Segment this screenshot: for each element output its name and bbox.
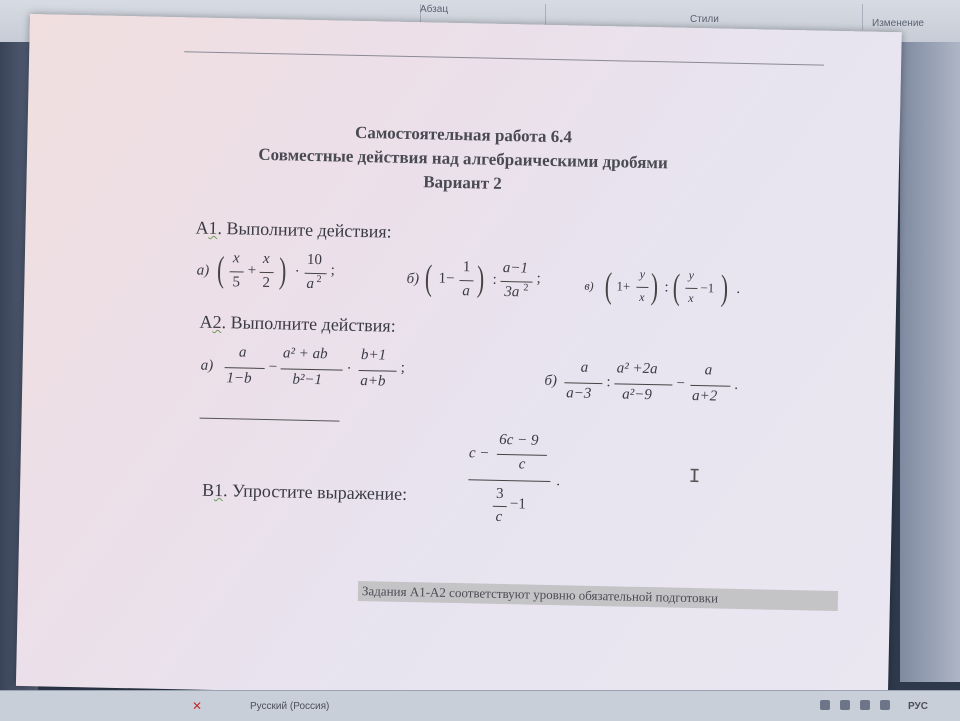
- a2-label-prefix: А: [199, 311, 213, 332]
- a2b-minus: −: [676, 375, 686, 392]
- a1b-one-minus: 1−: [438, 270, 455, 287]
- paren-open: (: [672, 266, 681, 307]
- a2b-colon: :: [606, 374, 611, 391]
- a2a-minus: −: [268, 359, 278, 376]
- a2b-den1: a−3: [566, 385, 592, 402]
- a2a-dot: ·: [346, 360, 352, 377]
- a2b-end: .: [734, 376, 739, 393]
- b1-label-digit: 1: [213, 479, 224, 501]
- a2b-num1: a: [580, 359, 589, 376]
- fraction-bar: [564, 382, 602, 384]
- b1-top-num: 6c − 9: [499, 431, 539, 449]
- a1a-den3-exponent: 2: [316, 274, 322, 286]
- tray-icon[interactable]: [820, 700, 830, 710]
- a2a-num3: b+1: [360, 347, 387, 364]
- main-fraction-bar: [468, 479, 550, 482]
- a1b-den2: 3a: [504, 283, 520, 301]
- a2-label-digit: 2: [212, 311, 222, 333]
- paren-open: (: [216, 248, 225, 290]
- a1b-colon: :: [492, 271, 497, 288]
- section-b1-heading: [202, 480, 408, 505]
- a1c-num2: y: [688, 267, 695, 282]
- b1-label-prefix: В: [201, 479, 215, 500]
- a1b-den2-exponent: 2: [523, 282, 529, 294]
- a1c-num1: y: [639, 266, 646, 281]
- a2b-label: б): [544, 372, 558, 390]
- header-rule: [184, 51, 824, 65]
- fraction-bar: [260, 272, 274, 273]
- fraction-bar: [230, 271, 244, 272]
- fraction-bar: [685, 288, 697, 289]
- a1a-num1: x: [232, 250, 240, 267]
- a1a-label: а): [196, 262, 210, 279]
- a1a-end: ;: [330, 262, 336, 279]
- a1a-den2: 2: [262, 274, 271, 292]
- tray-icon[interactable]: [860, 700, 870, 710]
- status-bar: [0, 690, 960, 721]
- a1a-dot: ·: [294, 263, 300, 280]
- a1-expression-b: [406, 254, 567, 317]
- section-divider: [200, 418, 340, 422]
- a2-expression-a: [200, 340, 441, 405]
- a1-label-text: . Выполните действия:: [217, 217, 392, 242]
- a1c-one-plus: 1+: [616, 278, 631, 294]
- ribbon-group-paragraph[interactable]: Абзац: [420, 4, 449, 15]
- a1b-end: ;: [536, 270, 541, 287]
- b1-bot-den: c: [495, 508, 503, 525]
- a1c-colon: :: [664, 279, 669, 296]
- a1b-den1: a: [462, 283, 470, 300]
- a1-expression-a: [196, 246, 377, 310]
- a2b-den2: a²−9: [621, 386, 652, 404]
- a1b-num1: 1: [462, 259, 471, 276]
- tray-icon[interactable]: [840, 700, 850, 710]
- paren-open: (: [604, 265, 613, 306]
- a2-expression-b: [544, 355, 775, 420]
- b1-complex-fraction: [467, 431, 609, 544]
- paren-close: ): [476, 258, 485, 299]
- fraction-bar: [281, 368, 343, 370]
- doc-title: Самостоятельная работа 6.4: [354, 122, 573, 147]
- fraction-bar: [493, 506, 507, 507]
- b1-bot-minus-one: −1: [509, 496, 526, 513]
- fraction-bar: [225, 367, 265, 369]
- fraction-bar: [690, 385, 730, 387]
- a1-label-prefix: А: [195, 217, 209, 238]
- a2b-den3: a+2: [691, 387, 718, 405]
- a1c-end: .: [736, 280, 741, 297]
- a2a-label: а): [200, 357, 214, 374]
- tray-language-indicator[interactable]: РУС: [908, 701, 928, 712]
- a2a-num2: a² + ab: [282, 345, 328, 363]
- a1b-label: б): [406, 270, 420, 288]
- text-cursor-icon: I: [688, 465, 701, 490]
- a2a-num1: a: [238, 344, 247, 361]
- status-language[interactable]: Русский (Россия): [250, 701, 330, 712]
- doc-variant: Вариант 2: [423, 172, 502, 193]
- a2b-num3: a: [704, 362, 713, 379]
- a1-expression-c: [584, 262, 775, 326]
- b1-bot-num: 3: [495, 485, 504, 503]
- section-a2-heading: [199, 312, 396, 337]
- a2a-den1: 1−b: [226, 370, 252, 387]
- a1c-label: в): [584, 278, 594, 293]
- doc-subtitle: Совместные действия над алгебраическими дробями: [258, 144, 668, 173]
- a2-label-text: . Выполните действия:: [221, 312, 396, 336]
- a1a-num2: x: [262, 250, 270, 268]
- a1a-den3: a: [306, 275, 315, 293]
- a2a-den3: a+b: [360, 373, 386, 390]
- paren-close: ): [650, 266, 659, 307]
- tray-icon[interactable]: [880, 700, 890, 710]
- b1-top-c: c −: [468, 445, 490, 462]
- paren-open: (: [424, 257, 433, 298]
- a2b-num2: a² +2a: [616, 360, 658, 378]
- fraction-bar: [614, 383, 672, 385]
- a1c-den1: x: [639, 289, 645, 304]
- section-a1-heading: [195, 218, 392, 243]
- ribbon-separator: [862, 4, 863, 30]
- fraction-bar: [636, 287, 648, 288]
- a1a-num3: 10: [306, 251, 323, 269]
- a2a-den2: b²−1: [292, 371, 323, 389]
- a1-label-digit: 1: [208, 217, 218, 238]
- fraction-bar: [359, 370, 397, 372]
- a1c-den2: x: [688, 290, 694, 305]
- a1a-den1: 5: [232, 274, 241, 291]
- right-gutter: [900, 42, 960, 682]
- ribbon-group-styles[interactable]: Стили: [690, 14, 719, 25]
- paren-close: ): [720, 267, 729, 308]
- spellcheck-error-icon[interactable]: ✕: [192, 699, 203, 713]
- a1a-plus: +: [247, 262, 257, 279]
- a2a-end: ;: [400, 359, 406, 376]
- ribbon-group-editing[interactable]: Изменение: [872, 18, 924, 29]
- document-page[interactable]: [16, 14, 902, 704]
- b1-top-den: c: [518, 456, 526, 473]
- b1-label-text: . Упростите выражение:: [222, 480, 408, 505]
- a1b-num2: a−1: [502, 259, 529, 277]
- paren-close: ): [278, 250, 287, 291]
- a1c-minus-one: −1: [700, 280, 715, 296]
- footnote-highlighted: Задания А1-А2 соответствуют уровню обязательной подготовки: [358, 581, 838, 611]
- fraction-bar: [460, 280, 474, 281]
- b1-end: .: [556, 473, 561, 490]
